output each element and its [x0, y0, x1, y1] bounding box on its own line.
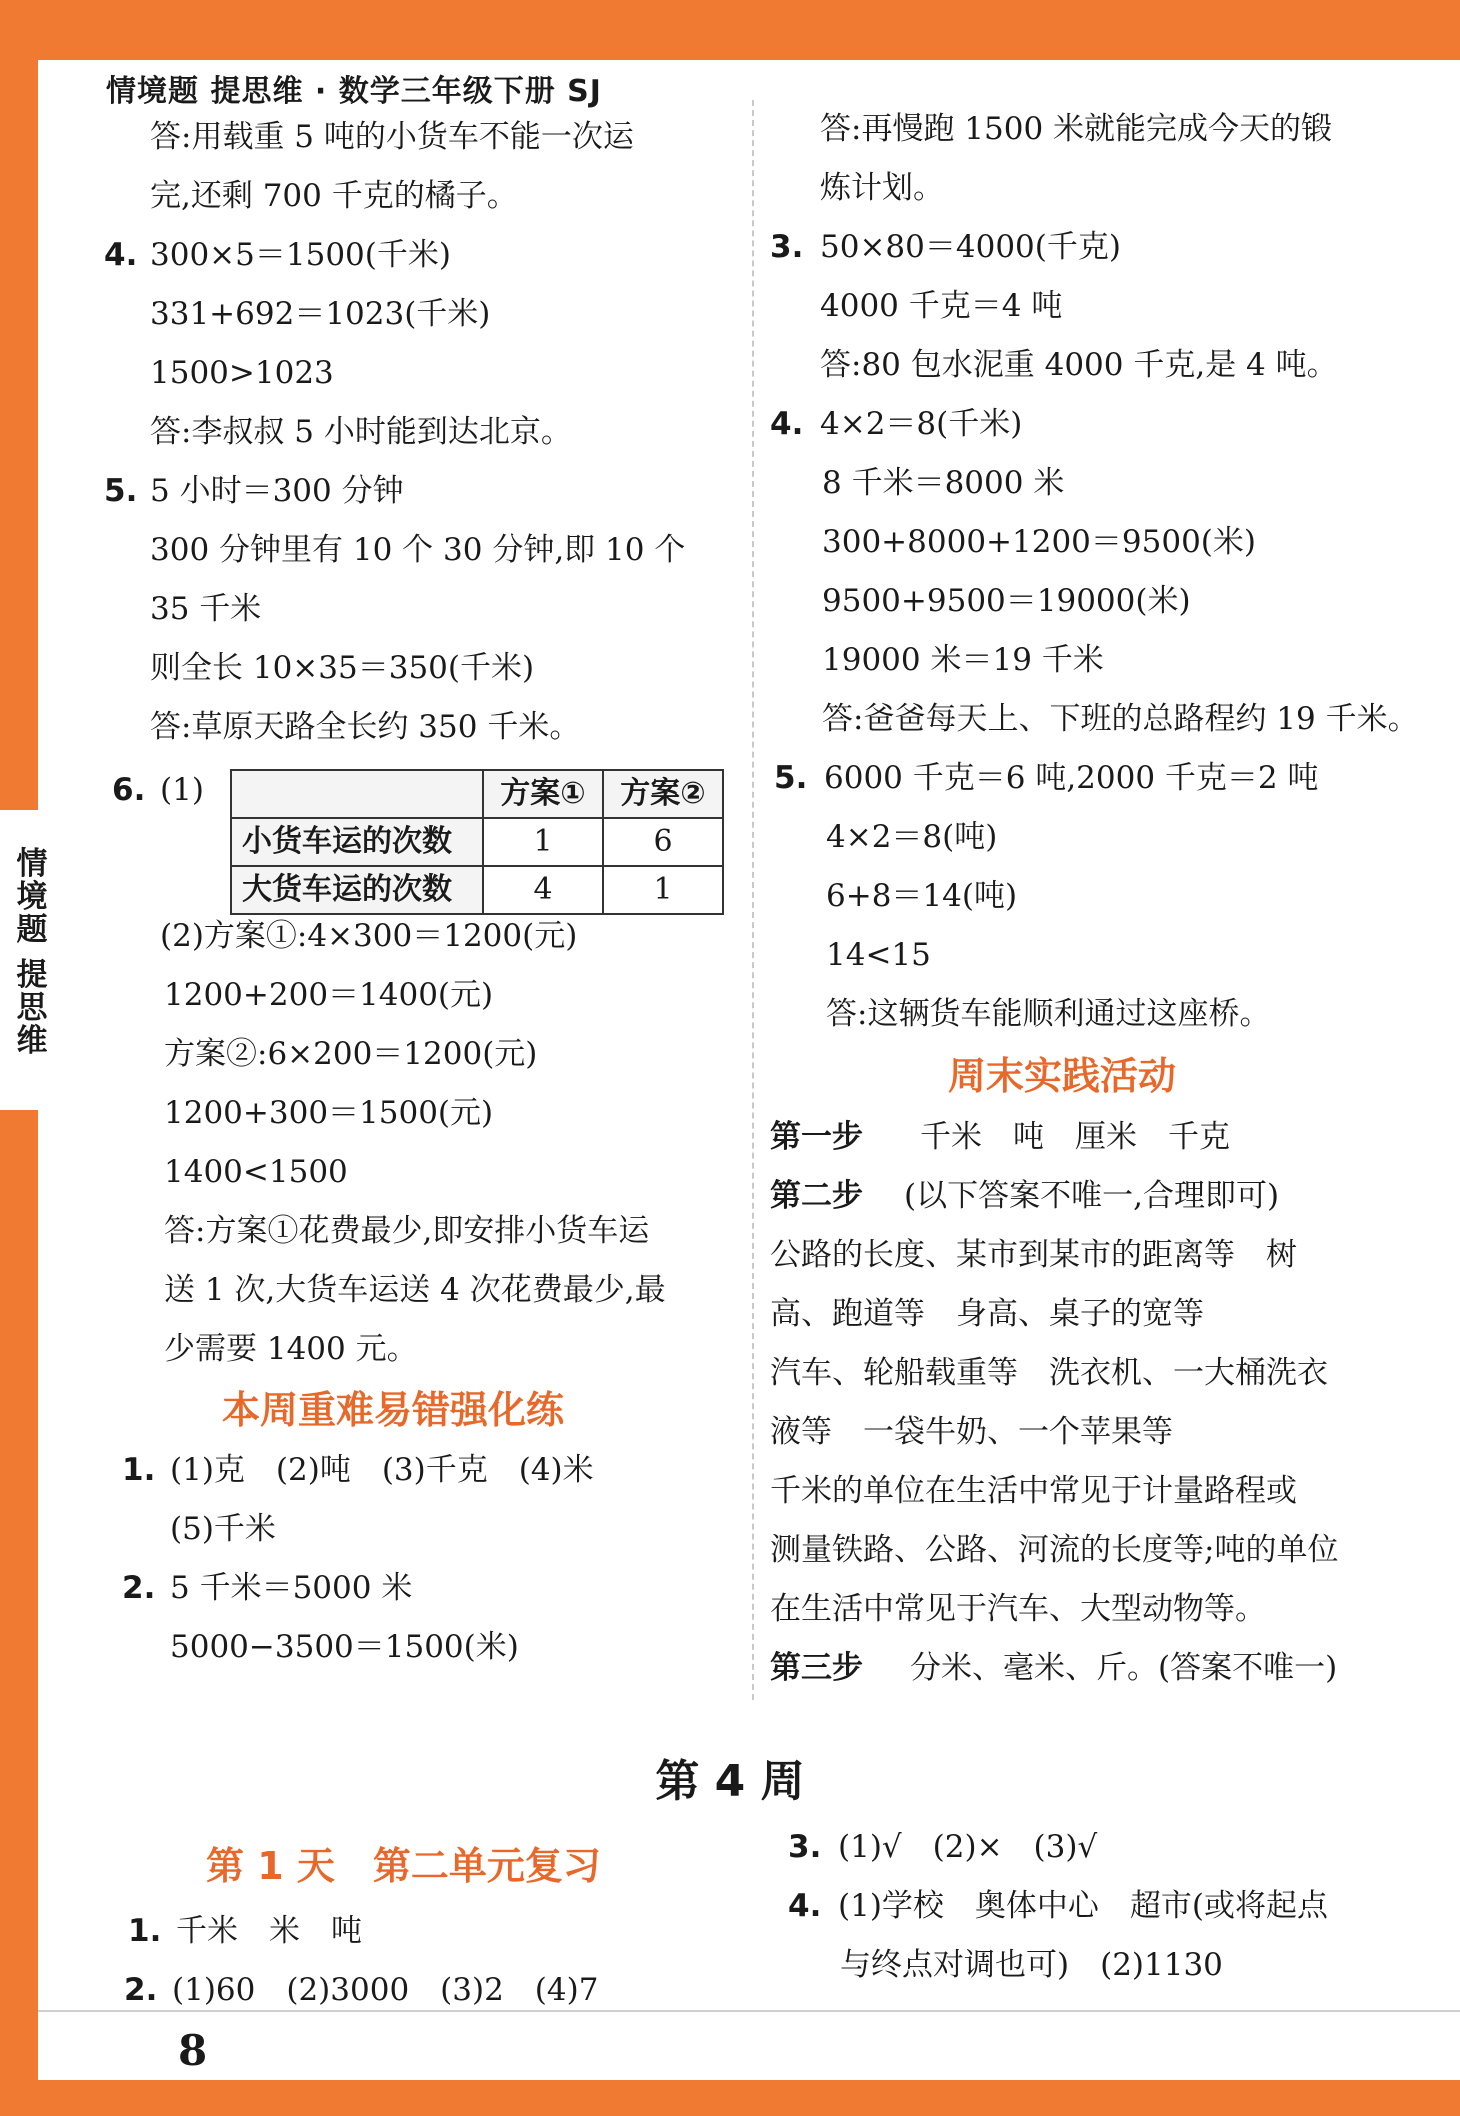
table-row — [231, 818, 723, 866]
question-number: 5. — [104, 473, 138, 509]
footer-rule — [38, 2010, 1460, 2012]
question-number: 2. — [122, 1570, 156, 1606]
day1-left — [124, 1902, 744, 2020]
answer-line: 答:再慢跑 1500 米就能完成今天的锻 — [820, 111, 1333, 147]
answer-line: (2)方案①:4×300＝1200(元) — [160, 918, 578, 954]
answer-text: 300×5＝1500(千米) — [150, 237, 451, 273]
answer-line: 6+8＝14(吨) — [826, 878, 1018, 914]
day-title: 第 1 天 第二单元复习 — [206, 1844, 601, 1888]
question-number: 6. — [112, 772, 146, 808]
answer-line: 1400<1500 — [164, 1154, 348, 1190]
answer-line: 1200+200＝1400(元) — [164, 977, 494, 1013]
answer-line: 答:这辆货车能顺利通过这座桥。 — [826, 996, 1271, 1032]
answer-line: 答:方案①花费最少,即安排小货车运 — [164, 1213, 650, 1249]
step-text: 分米、毫米、斤。(答案不唯一) — [910, 1650, 1338, 1686]
answer-line: 方案②:6×200＝1200(元) — [164, 1036, 538, 1072]
answer-line: 炼计划。 — [820, 170, 944, 206]
answer-line: 35 千米 — [150, 591, 262, 627]
question-number: 3. — [788, 1829, 822, 1865]
side-tab-char: 境 — [16, 879, 48, 915]
question-3 — [770, 218, 1430, 277]
answer-line: 答:80 包水泥重 4000 千克,是 4 吨。 — [820, 347, 1338, 383]
section-title: 周末实践活动 — [948, 1054, 1177, 1098]
answer-line: (5)千米 — [170, 1511, 276, 1547]
table-cell: 6 — [603, 818, 723, 866]
section-title: 本周重难易错强化练 — [222, 1388, 565, 1432]
answer-text: 千米 米 吨 — [176, 1913, 362, 1949]
question-6 — [104, 757, 744, 907]
row-header: 大货车运的次数 — [231, 866, 483, 914]
question-number: 2. — [124, 1972, 158, 2008]
answer-line: 答:李叔叔 5 小时能到达北京。 — [150, 414, 572, 450]
question-number: 4. — [788, 1888, 822, 1924]
right-column — [770, 100, 1430, 1698]
question-1 — [124, 1902, 744, 1961]
answer-line: 液等 一袋牛奶、一个苹果等 — [770, 1414, 1173, 1450]
step-label: 第一步 — [770, 1119, 863, 1155]
day1-right — [788, 1818, 1428, 1995]
side-tab-char: 题 — [16, 912, 48, 948]
plan-table — [230, 769, 724, 915]
row-header: 小货车运的次数 — [231, 818, 483, 866]
answer-line: 答:用载重 5 吨的小货车不能一次运 — [150, 119, 634, 155]
side-tab-char: 维 — [16, 1023, 48, 1059]
question-1 — [104, 1441, 744, 1500]
answer-text: 50×80＝4000(千克) — [820, 229, 1121, 265]
question-2 — [104, 1559, 744, 1618]
left-column — [104, 108, 744, 1677]
side-tab-char: 提 — [16, 957, 48, 993]
question-5 — [770, 749, 1430, 808]
table-header-row — [231, 770, 723, 818]
answer-line: 1200+300＝1500(元) — [164, 1095, 494, 1131]
answer-text: 4×2＝8(千米) — [820, 406, 1023, 442]
question-4 — [788, 1877, 1428, 1936]
answer-text: (1)学校 奥体中心 超市(或将起点 — [838, 1888, 1329, 1924]
answer-line: 300 分钟里有 10 个 30 分钟,即 10 个 — [150, 532, 686, 568]
page-header: 情境题 提思维 · 数学三年级下册 SJ — [106, 74, 602, 109]
answer-text: (1)60 (2)3000 (3)2 (4)7 — [172, 1972, 599, 2008]
answer-line: 与终点对调也可) (2)1130 — [840, 1947, 1223, 1983]
side-tab-char: 情 — [16, 846, 48, 882]
step-3 — [770, 1639, 1430, 1698]
answer-text: 5 千米＝5000 米 — [170, 1570, 413, 1606]
question-5 — [104, 462, 744, 521]
answer-line: 8 千米＝8000 米 — [822, 465, 1065, 501]
answer-line: 少需要 1400 元。 — [164, 1331, 418, 1367]
side-tab — [0, 810, 64, 1110]
question-number: 4. — [104, 237, 138, 273]
answer-text: (1)√ (2)× (3)√ — [838, 1829, 1098, 1865]
question-4 — [104, 226, 744, 285]
answer-line: 答:爸爸每天上、下班的总路程约 19 千米。 — [822, 701, 1419, 737]
answer-line: 1500>1023 — [150, 355, 334, 391]
step-label: 第三步 — [770, 1650, 863, 1686]
answer-line: 4×2＝8(吨) — [826, 819, 998, 855]
answer-text: (1)克 (2)吨 (3)千克 (4)米 — [170, 1452, 594, 1488]
question-number: 5. — [774, 760, 808, 796]
answer-line: 千米的单位在生活中常见于计量路程或 — [770, 1473, 1297, 1509]
table-header-cell: 方案① — [483, 770, 603, 818]
part-label: (1) — [160, 772, 204, 808]
answer-line: 4000 千克＝4 吨 — [820, 288, 1063, 324]
answer-line: 300+8000+1200＝9500(米) — [822, 524, 1256, 560]
question-3 — [788, 1818, 1428, 1877]
side-tab-char: 思 — [16, 990, 48, 1026]
answer-line: 14<15 — [826, 937, 931, 973]
question-number: 3. — [770, 229, 804, 265]
answer-line: 在生活中常见于汽车、大型动物等。 — [770, 1591, 1266, 1627]
answer-line: 测量铁路、公路、河流的长度等;吨的单位 — [770, 1532, 1339, 1568]
week-title: 第 4 周 — [655, 1756, 805, 1807]
table-cell: 1 — [483, 818, 603, 866]
answer-line: 19000 米＝19 千米 — [822, 642, 1104, 678]
column-divider — [752, 100, 754, 1700]
table-cell: 1 — [603, 866, 723, 914]
answer-line: 5000−3500＝1500(米) — [170, 1629, 519, 1665]
answer-text: 6000 千克＝6 吨,2000 千克＝2 吨 — [824, 760, 1319, 796]
page-number: 8 — [178, 2026, 208, 2075]
question-number: 4. — [770, 406, 804, 442]
answer-line: 公路的长度、某市到某市的距离等 树 — [770, 1237, 1297, 1273]
step-1 — [770, 1108, 1430, 1167]
table-cell: 4 — [483, 866, 603, 914]
answer-line: 完,还剩 700 千克的橘子。 — [150, 178, 518, 214]
step-text: (以下答案不唯一,合理即可) — [904, 1178, 1280, 1214]
answer-line: 则全长 10×35＝350(千米) — [150, 650, 535, 686]
answer-text: 5 小时＝300 分钟 — [150, 473, 404, 509]
question-number: 1. — [128, 1913, 162, 1949]
answer-line: 331+692＝1023(千米) — [150, 296, 491, 332]
answer-line: 汽车、轮船载重等 洗衣机、一大桶洗衣 — [770, 1355, 1328, 1391]
table-header-cell: 方案② — [603, 770, 723, 818]
table-header-cell — [231, 770, 483, 818]
step-label: 第二步 — [770, 1178, 863, 1214]
step-text: 千米 吨 厘米 千克 — [920, 1119, 1230, 1155]
step-2 — [770, 1167, 1430, 1226]
question-4 — [770, 395, 1430, 454]
question-number: 1. — [122, 1452, 156, 1488]
answer-line: 答:草原天路全长约 350 千米。 — [150, 709, 581, 745]
answer-line: 高、跑道等 身高、桌子的宽等 — [770, 1296, 1204, 1332]
answer-line: 9500+9500＝19000(米) — [822, 583, 1191, 619]
answer-line: 送 1 次,大货车运送 4 次花费最少,最 — [164, 1272, 666, 1308]
